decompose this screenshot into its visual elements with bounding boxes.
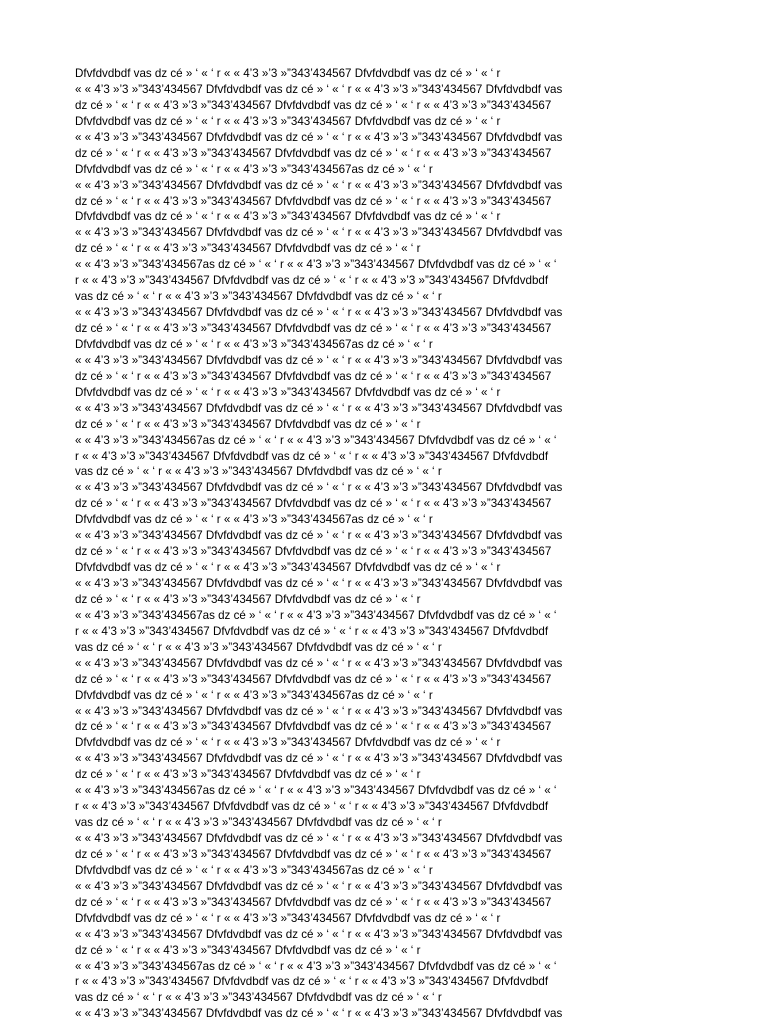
text-line: « « 4’3 »’3 »”343’434567as dz cé » ‘ « ‘ r « « 4’3 »’3 »”343’434567 Dfvfdvdbdf vas dz cé » ‘ « ‘ xyxy=(75,784,557,798)
text-line: dz cé » ‘ « ‘ r « « 4’3 »’3 »”343’434567 Dfvfdvdbdf vas dz cé » ‘ « ‘ r « « 4’3 »’3 »”343’434567 xyxy=(75,322,552,335)
text-line: vas dz cé » ‘ « ‘ r « « 4’3 »’3 »”343’434567 Dfvfdvdbdf vas dz cé » ‘ « ‘ r xyxy=(75,465,442,479)
body-text xyxy=(75,66,695,1022)
text-line: dz cé » ‘ « ‘ r « « 4’3 »’3 »”343’434567 Dfvfdvdbdf vas dz cé » ‘ « ‘ r « « 4’3 »’3 »”343’434567 xyxy=(75,98,552,112)
text-line: « « 4’3 »’3 »”343’434567 Dfvfdvdbdf vas dz cé » ‘ « ‘ r « « 4’3 »’3 »”343’434567 Dfvfdvdbdf vas xyxy=(75,353,563,367)
text-line: « « 4’3 »’3 »”343’434567 Dfvfdvdbdf vas dz cé » ‘ « ‘ r « « 4’3 »’3 »”343’434567 Dfvfdvdbdf vas xyxy=(75,226,563,240)
text-line: r « « 4’3 »’3 »”343’434567 Dfvfdvdbdf vas dz cé » ‘ « ‘ r « « 4’3 »’3 »”343’434567 Dfvfdvdbdf xyxy=(75,449,549,463)
text-line: Dfvfdvdbdf vas dz cé » ‘ « ‘ r « « 4’3 »’3 »”343’434567 Dfvfdvdbdf vas dz cé » ‘ « ‘ r xyxy=(75,561,501,575)
text-line: dz cé » ‘ « ‘ r « « 4’3 »’3 »”343’434567 Dfvfdvdbdf vas dz cé » ‘ « ‘ r « « 4’3 »’3 »”343’434567 xyxy=(75,146,552,160)
text-line: dz cé » ‘ « ‘ r « « 4’3 »’3 »”343’434567 Dfvfdvdbdf vas dz cé » ‘ « ‘ r xyxy=(75,943,421,957)
text-line: Dfvfdvdbdf vas dz cé » ‘ « ‘ r « « 4’3 »’3 »”343’434567 Dfvfdvdbdf vas dz cé » ‘ « ‘ r xyxy=(75,385,501,399)
text-line: dz cé » ‘ « ‘ r « « 4’3 »’3 »”343’434567 Dfvfdvdbdf vas dz cé » ‘ « ‘ r xyxy=(75,417,421,431)
text-line: dz cé » ‘ « ‘ r « « 4’3 »’3 »”343’434567 Dfvfdvdbdf vas dz cé » ‘ « ‘ r « « 4’3 »’3 »”343’434567 xyxy=(75,369,552,383)
text-line: dz cé » ‘ « ‘ r « « 4’3 »’3 »”343’434567 Dfvfdvdbdf vas dz cé » ‘ « ‘ r « « 4’3 »’3 »”343’434567 xyxy=(75,194,552,208)
text-line: « « 4’3 »’3 »”343’434567 Dfvfdvdbdf vas dz cé » ‘ « ‘ r « « 4’3 »’3 »”343’434567 Dfvfdvdbdf vas xyxy=(75,656,563,670)
text-line: « « 4’3 »’3 »”343’434567 Dfvfdvdbdf vas dz cé » ‘ « ‘ r « « 4’3 »’3 »”343’434567 Dfvfdvdbdf vas xyxy=(75,529,563,543)
text-line: vas dz cé » ‘ « ‘ r « « 4’3 »’3 »”343’434567 Dfvfdvdbdf vas dz cé » ‘ « ‘ r xyxy=(75,991,442,1005)
text-line: vas dz cé » ‘ « ‘ r « « 4’3 »’3 »”343’434567 Dfvfdvdbdf vas dz cé » ‘ « ‘ r xyxy=(75,816,442,830)
text-line: vas dz cé » ‘ « ‘ r « « 4’3 »’3 »”343’434567 Dfvfdvdbdf vas dz cé » ‘ « ‘ r xyxy=(75,640,442,654)
text-line: Dfvfdvdbdf vas dz cé » ‘ « ‘ r « « 4’3 »’3 »”343’434567as dz cé » ‘ « ‘ r xyxy=(75,337,433,351)
text-line: dz cé » ‘ « ‘ r « « 4’3 »’3 »”343’434567 Dfvfdvdbdf vas dz cé » ‘ « ‘ r xyxy=(75,768,421,782)
text-line: r « « 4’3 »’3 »”343’434567 Dfvfdvdbdf vas dz cé » ‘ « ‘ r « « 4’3 »’3 »”343’434567 Dfvfdvdbdf xyxy=(75,800,549,814)
text-line: Dfvfdvdbdf vas dz cé » ‘ « ‘ r « « 4’3 »’3 »”343’434567as dz cé » ‘ « ‘ r xyxy=(75,863,433,877)
text-line: r « « 4’3 »’3 »”343’434567 Dfvfdvdbdf vas dz cé » ‘ « ‘ r « « 4’3 »’3 »”343’434567 Dfvfdvdbdf xyxy=(75,624,549,638)
text-line: « « 4’3 »’3 »”343’434567 Dfvfdvdbdf vas dz cé » ‘ « ‘ r « « 4’3 »’3 »”343’434567 Dfvfdvdbdf vas xyxy=(75,1007,563,1021)
text-line: « « 4’3 »’3 »”343’434567 Dfvfdvdbdf vas dz cé » ‘ « ‘ r « « 4’3 »’3 »”343’434567 Dfvfdvdbdf vas xyxy=(75,481,563,495)
text-line: « « 4’3 »’3 »”343’434567 Dfvfdvdbdf vas dz cé » ‘ « ‘ r « « 4’3 »’3 »”343’434567 Dfvfdvdbdf vas xyxy=(75,832,563,845)
text-line: « « 4’3 »’3 »”343’434567 Dfvfdvdbdf vas dz cé » ‘ « ‘ r « « 4’3 »’3 »”343’434567 Dfvfdvdbdf vas xyxy=(75,704,563,718)
text-line: dz cé » ‘ « ‘ r « « 4’3 »’3 »”343’434567 Dfvfdvdbdf vas dz cé » ‘ « ‘ r « « 4’3 »’3 »”343’434567 xyxy=(75,895,552,909)
text-line: vas dz cé » ‘ « ‘ r « « 4’3 »’3 »”343’434567 Dfvfdvdbdf vas dz cé » ‘ « ‘ r xyxy=(75,290,442,304)
text-line: dz cé » ‘ « ‘ r « « 4’3 »’3 »”343’434567 Dfvfdvdbdf vas dz cé » ‘ « ‘ r « « 4’3 »’3 »”343’434567 xyxy=(75,672,552,686)
text-line: « « 4’3 »’3 »”343’434567 Dfvfdvdbdf vas dz cé » ‘ « ‘ r « « 4’3 »’3 »”343’434567 Dfvfdvdbdf vas xyxy=(75,927,563,941)
text-line: « « 4’3 »’3 »”343’434567 Dfvfdvdbdf vas dz cé » ‘ « ‘ r « « 4’3 »’3 »”343’434567 Dfvfdvdbdf vas xyxy=(75,879,563,893)
text-line: dz cé » ‘ « ‘ r « « 4’3 »’3 »”343’434567 Dfvfdvdbdf vas dz cé » ‘ « ‘ r xyxy=(75,242,421,256)
text-line: « « 4’3 »’3 »”343’434567as dz cé » ‘ « ‘ r « « 4’3 »’3 »”343’434567 Dfvfdvdbdf vas dz cé » ‘ « ‘ xyxy=(75,608,557,622)
text-line: « « 4’3 »’3 »”343’434567 Dfvfdvdbdf vas dz cé » ‘ « ‘ r « « 4’3 »’3 »”343’434567 Dfvfdvdbdf vas xyxy=(75,306,563,320)
text-line: « « 4’3 »’3 »”343’434567 Dfvfdvdbdf vas dz cé » ‘ « ‘ r « « 4’3 »’3 »”343’434567 Dfvfdvdbdf vas xyxy=(75,752,563,766)
text-line: dz cé » ‘ « ‘ r « « 4’3 »’3 »”343’434567 Dfvfdvdbdf vas dz cé » ‘ « ‘ r « « 4’3 »’3 »”343’434567 xyxy=(75,847,552,861)
text-line: « « 4’3 »’3 »”343’434567 Dfvfdvdbdf vas dz cé » ‘ « ‘ r « « 4’3 »’3 »”343’434567 Dfvfdvdbdf vas xyxy=(75,178,563,192)
text-line: Dfvfdvdbdf vas dz cé » ‘ « ‘ r « « 4’3 »’3 »”343’434567 Dfvfdvdbdf vas dz cé » ‘ « ‘ r xyxy=(75,911,501,925)
text-line: « « 4’3 »’3 »”343’434567as dz cé » ‘ « ‘ r « « 4’3 »’3 »”343’434567 Dfvfdvdbdf vas dz cé » ‘ « ‘ xyxy=(75,433,557,447)
text-line: dz cé » ‘ « ‘ r « « 4’3 »’3 »”343’434567 Dfvfdvdbdf vas dz cé » ‘ « ‘ r xyxy=(75,592,421,606)
text-line: Dfvfdvdbdf vas dz cé » ‘ « ‘ r « « 4’3 »’3 »”343’434567as dz cé » ‘ « ‘ r xyxy=(75,688,433,702)
text-line: Dfvfdvdbdf vas dz cé » ‘ « ‘ r « « 4’3 »’3 »”343’434567 Dfvfdvdbdf vas dz cé » ‘ « ‘ r xyxy=(75,210,501,224)
text-line: Dfvfdvdbdf vas dz cé » ‘ « ‘ r « « 4’3 »’3 »”343’434567 Dfvfdvdbdf vas dz cé » ‘ « ‘ r xyxy=(75,736,501,750)
text-line: « « 4’3 »’3 »”343’434567 Dfvfdvdbdf vas dz cé » ‘ « ‘ r « « 4’3 »’3 »”343’434567 Dfvfdvdbdf vas xyxy=(75,401,563,415)
text-line: dz cé » ‘ « ‘ r « « 4’3 »’3 »”343’434567 Dfvfdvdbdf vas dz cé » ‘ « ‘ r « « 4’3 »’3 »”343’434567 xyxy=(75,720,552,734)
text-line: dz cé » ‘ « ‘ r « « 4’3 »’3 »”343’434567 Dfvfdvdbdf vas dz cé » ‘ « ‘ r « « 4’3 »’3 »”343’434567 xyxy=(75,497,552,511)
text-line: « « 4’3 »’3 »”343’434567as dz cé » ‘ « ‘ r « « 4’3 »’3 »”343’434567 Dfvfdvdbdf vas dz cé » ‘ « ‘ xyxy=(75,258,557,272)
text-line: Dfvfdvdbdf vas dz cé » ‘ « ‘ r « « 4’3 »’3 »”343’434567 Dfvfdvdbdf vas dz cé » ‘ « ‘ r xyxy=(75,114,501,128)
text-line: Dfvfdvdbdf vas dz cé » ‘ « ‘ r « « 4’3 »’3 »”343’434567as dz cé » ‘ « ‘ r xyxy=(75,513,433,527)
text-line: « « 4’3 »’3 »”343’434567as dz cé » ‘ « ‘ r « « 4’3 »’3 »”343’434567 Dfvfdvdbdf vas dz cé » ‘ « ‘ xyxy=(75,959,557,973)
text-line: dz cé » ‘ « ‘ r « « 4’3 »’3 »”343’434567 Dfvfdvdbdf vas dz cé » ‘ « ‘ r « « 4’3 »’3 »”343’434567 xyxy=(75,545,552,559)
text-line: Dfvfdvdbdf vas dz cé » ‘ « ‘ r « « 4’3 »’3 »”343’434567 Dfvfdvdbdf vas dz cé » ‘ « ‘ r xyxy=(75,67,501,80)
text-line: r « « 4’3 »’3 »”343’434567 Dfvfdvdbdf vas dz cé » ‘ « ‘ r « « 4’3 »’3 »”343’434567 Dfvfdvdbdf xyxy=(75,274,549,288)
text-line: « « 4’3 »’3 »”343’434567 Dfvfdvdbdf vas dz cé » ‘ « ‘ r « « 4’3 »’3 »”343’434567 Dfvfdvdbdf vas xyxy=(75,82,563,96)
text-line: « « 4’3 »’3 »”343’434567 Dfvfdvdbdf vas dz cé » ‘ « ‘ r « « 4’3 »’3 »”343’434567 Dfvfdvdbdf vas xyxy=(75,577,563,590)
text-line: r « « 4’3 »’3 »”343’434567 Dfvfdvdbdf vas dz cé » ‘ « ‘ r « « 4’3 »’3 »”343’434567 Dfvfdvdbdf xyxy=(75,975,549,989)
text-line: Dfvfdvdbdf vas dz cé » ‘ « ‘ r « « 4’3 »’3 »”343’434567as dz cé » ‘ « ‘ r xyxy=(75,162,433,176)
text-line: « « 4’3 »’3 »”343’434567 Dfvfdvdbdf vas dz cé » ‘ « ‘ r « « 4’3 »’3 »”343’434567 Dfvfdvdbdf vas xyxy=(75,130,563,144)
